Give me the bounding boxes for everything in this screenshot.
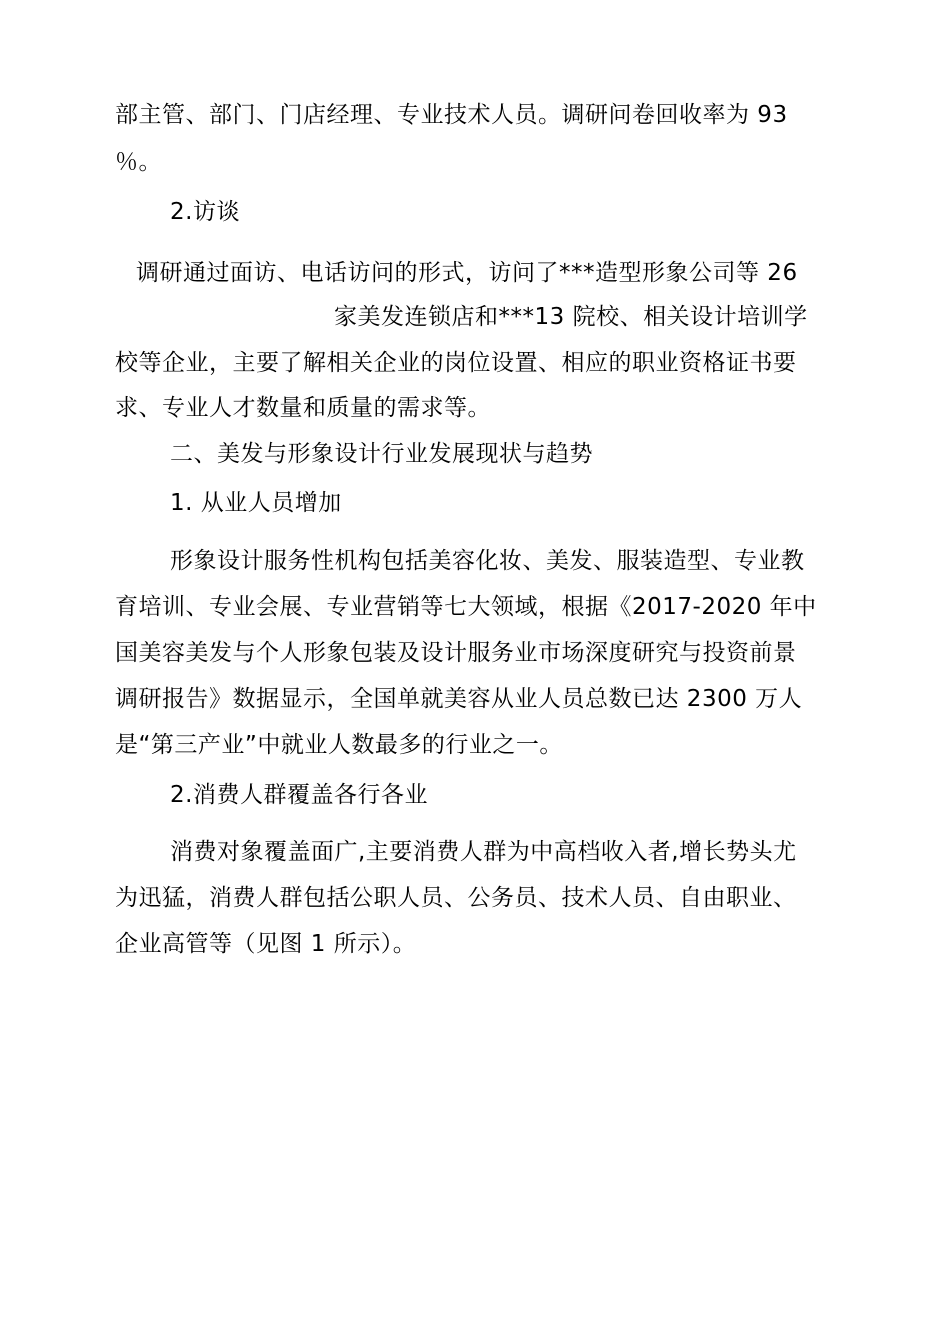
paragraph-line: 调研报告》数据显示，全国单就美容从业人员总数已达 2300 万人 [115, 686, 803, 712]
paragraph-line: 调研通过面访、电话访问的形式，访问了***造型形象公司等 26 [136, 260, 798, 286]
chapter-heading: 二、美发与形象设计行业发展现状与趋势 [170, 441, 593, 467]
paragraph-line: 国美容美发与个人形象包装及设计服务业市场深度研究与投资前景 [115, 640, 797, 666]
section-heading: 2.消费人群覆盖各行各业 [170, 782, 428, 808]
paragraph-line: 形象设计服务性机构包括美容化妆、美发、服装造型、专业教 [170, 548, 805, 574]
paragraph-line: 家美发连锁店和***13 院校、相关设计培训学 [334, 304, 808, 330]
paragraph-line: 企业高管等（见图 1 所示）。 [115, 931, 417, 957]
section-heading: 2.访谈 [170, 199, 240, 225]
paragraph-line: 部主管、部门、门店经理、专业技术人员。调研问卷回收率为 93 [115, 102, 788, 128]
paragraph-line: ％。 [115, 149, 162, 175]
paragraph-line: 校等企业，主要了解相关企业的岗位设置、相应的职业资格证书要 [115, 350, 797, 376]
paragraph-line: 求、专业人才数量和质量的需求等。 [115, 395, 491, 421]
paragraph-line: 是“第三产业”中就业人数最多的行业之一。 [115, 732, 563, 758]
section-heading: 1. 从业人员增加 [170, 490, 342, 516]
paragraph-line: 育培训、专业会展、专业营销等七大领域，根据《2017-2020 年中 [115, 594, 817, 620]
paragraph-line: 为迅猛，消费人群包括公职人员、公务员、技术人员、自由职业、 [115, 885, 797, 911]
paragraph-line: 消费对象覆盖面广,主要消费人群为中高档收入者,增长势头尤 [170, 839, 797, 865]
